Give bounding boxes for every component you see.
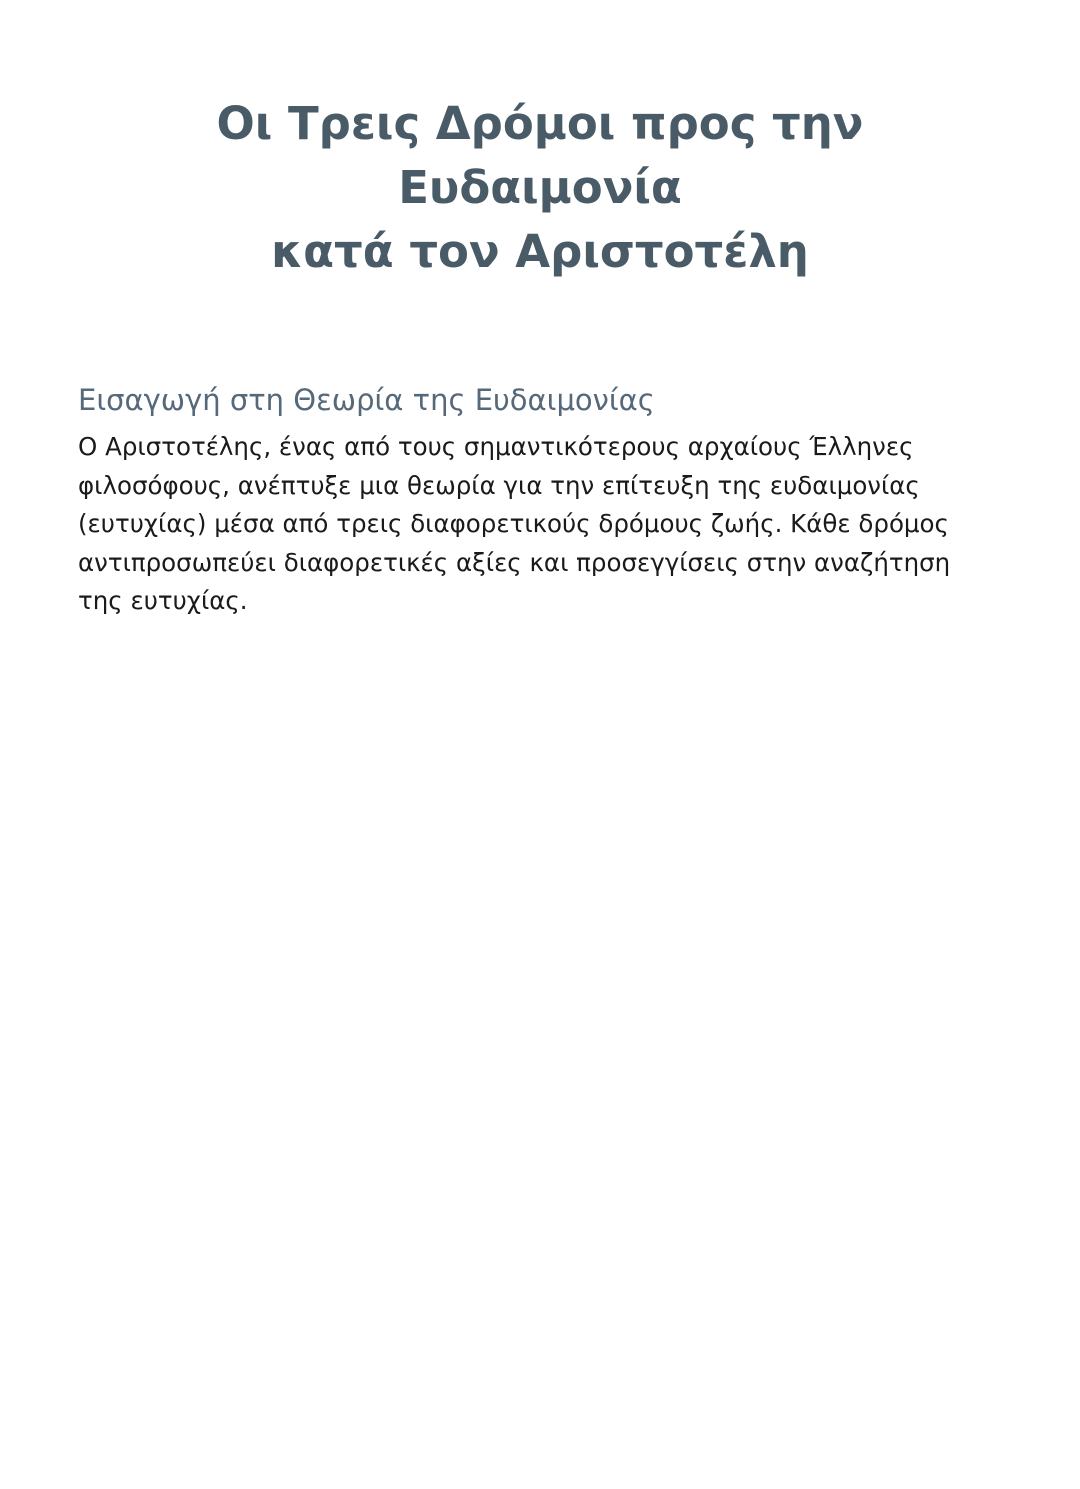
document-page — [0, 92, 1080, 1489]
document-title-line-1: Οι Τρεις Δρόμοι προς την Ευδαιμονία — [216, 97, 864, 214]
section-paragraph: Ο Αριστοτέλης, ένας από τους σημαντικότερους αρχαίους Έλληνες φιλοσόφους, ανέπτυξε μια θεωρία για την επίτευξη της ευδαιμονίας (ευτυχίας) μέσα από τρεις διαφορετικούς δρόμους ζωής. Κάθε δρόμος αντιπροσωπεύει διαφορετικές αξίες και προσεγγίσεις στην αναζήτηση της ευτυχίας. — [78, 432, 951, 615]
document-title-line-2: κατά τον Αριστοτέλη — [271, 225, 809, 278]
intro-section — [78, 380, 1002, 621]
document-title — [78, 92, 1002, 284]
section-heading: Εισαγωγή στη Θεωρία της Ευδαιμονίας — [78, 383, 655, 417]
